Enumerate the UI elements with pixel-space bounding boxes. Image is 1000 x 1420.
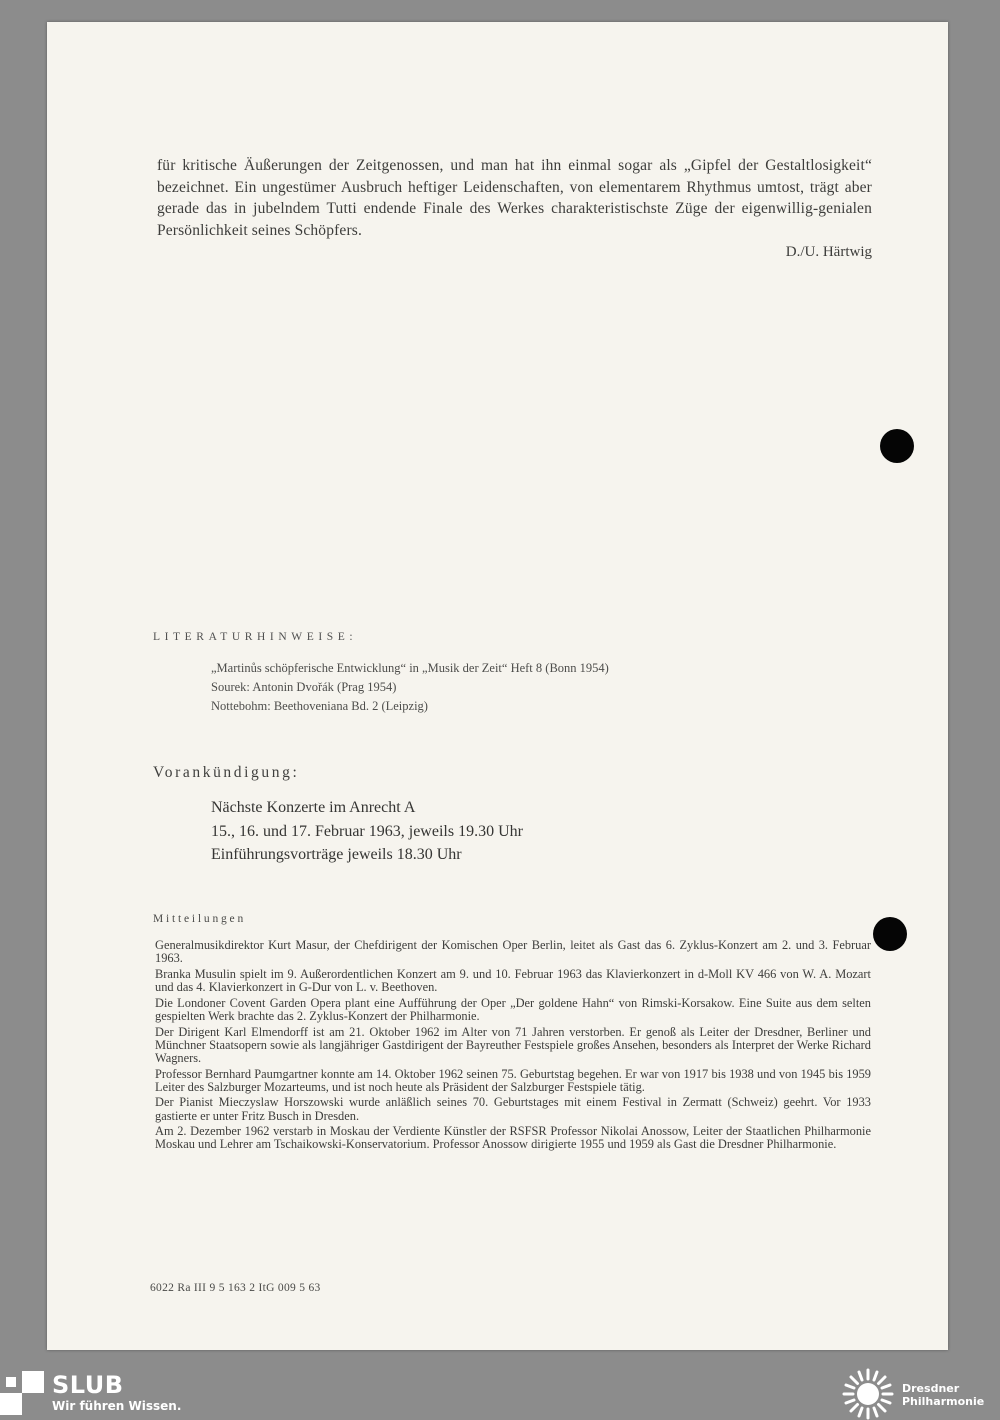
news-item: Branka Musulin spielt im 9. Außerordentlichen Konzert am 9. und 10. Februar 1963 das Klavierkonzert in d-Moll KV 466 von W. A. Mozart und das 4. Klavierkonzert in G-Dur von L. v. Beethoven.	[155, 966, 871, 994]
news-item: Die Londoner Covent Garden Opera plant eine Aufführung der Oper „Der goldene Hahn“ von Rimski-Korsakow. Eine Suite aus dem selten gespielten Werk brachte das 2. Zyklus-Konzert der Philharmonie.	[155, 995, 871, 1023]
news-item: Am 2. Dezember 1962 verstarb in Moskau der Verdiente Künstler der RSFSR Professor Nikolai Anossow, Leiter der Staatlichen Philharmonie Moskau und Lehrer am Tschaikowski-Konservatorium. Professor Anossow dirigierte 1955 und 1959 als Gast die Dresdner Philharmonie.	[155, 1124, 871, 1152]
announcement-line: 15., 16. und 17. Februar 1963, jeweils 19.30 Uhr	[211, 822, 523, 840]
punch-hole-upper	[880, 429, 914, 463]
punch-hole-lower	[873, 917, 907, 951]
print-code: 6022 Ra III 9 5 163 2 ItG 009 5 63	[150, 1282, 321, 1294]
news-item: Professor Bernhard Paumgartner konnte am 14. Oktober 1962 seinen 75. Geburtstag begehen. Er war von 1917 bis 1938 und von 1945 bis 1959 Leiter des Salzburger Mozarteums, und ist noch heute als Präsident der Salzburger Festspiele tätig.	[155, 1066, 871, 1094]
intro-paragraph: für kritische Äußerungen der Zeitgenossen, und man hat ihn einmal sogar als „Gipfel der Gestaltlosigkeit“ bezeichnet. Ein ungestümer Ausbruch heftiger Leidenschaften, von elementarem Rhythmus umtost, trägt aber gerade das in jubelndem Tutti endende Finale des Werkes charakteristischste Züge der eigenwillig-genialen Persönlichkeit seines Schöpfers.	[157, 157, 872, 239]
announcement-heading: Vorankündigung:	[153, 764, 300, 781]
news-item: Generalmusikdirektor Kurt Masur, der Chefdirigent der Komischen Oper Berlin, leitet als Gast das 6. Zyklus-Konzert am 2. und 3. Februar 1963.	[155, 938, 871, 966]
news-item: Der Dirigent Karl Elmendorff ist am 21. Oktober 1962 im Alter von 71 Jahren verstorben. Er genoß als Leiter der Dresdner, Berliner und Münchner Staatsopern sowie als langjähriger Gastdirigent der Bayreuther Festspiele großes Ansehen, besonders als Interpret der Werke Richard Wagners.	[155, 1024, 871, 1065]
philharmonie-line2: Philharmonie	[902, 1395, 985, 1408]
announcement-line: Nächste Konzerte im Anrecht A	[211, 799, 416, 816]
announcement-lines	[211, 796, 523, 867]
news-heading: Mitteilungen	[153, 913, 247, 925]
news-list	[155, 939, 871, 1154]
philharmonie-sun-icon	[842, 1368, 894, 1420]
slub-name: SLUB	[52, 1371, 124, 1399]
literature-item: „Martinůs schöpferische Entwicklung“ in „Musik der Zeit“ Heft 8 (Bonn 1954)	[211, 661, 609, 675]
slub-tagline: Wir führen Wissen.	[52, 1399, 182, 1413]
philharmonie-wordmark	[902, 1382, 984, 1408]
announcement-line: Einführungsvorträge jeweils 18.30 Uhr	[211, 846, 462, 863]
literature-heading: LITERATURHINWEISE:	[153, 631, 358, 643]
philharmonie-line1: Dresdner	[902, 1382, 960, 1395]
literature-item: Nottebohm: Beethoveniana Bd. 2 (Leipzig)	[211, 699, 428, 713]
literature-item: Sourek: Antonin Dvořák (Prag 1954)	[211, 680, 397, 694]
news-item: Der Pianist Mieczyslaw Horszowski wurde anläßlich seines 70. Geburtstages mit einem Festival in Zermatt (Schweiz) geehrt. Vor 1933 gastierte er unter Fritz Busch in Dresden.	[155, 1095, 871, 1123]
slub-logo-icon	[0, 1371, 44, 1415]
literature-list	[211, 659, 609, 716]
author-signature: D./U. Härtwig	[785, 244, 872, 260]
